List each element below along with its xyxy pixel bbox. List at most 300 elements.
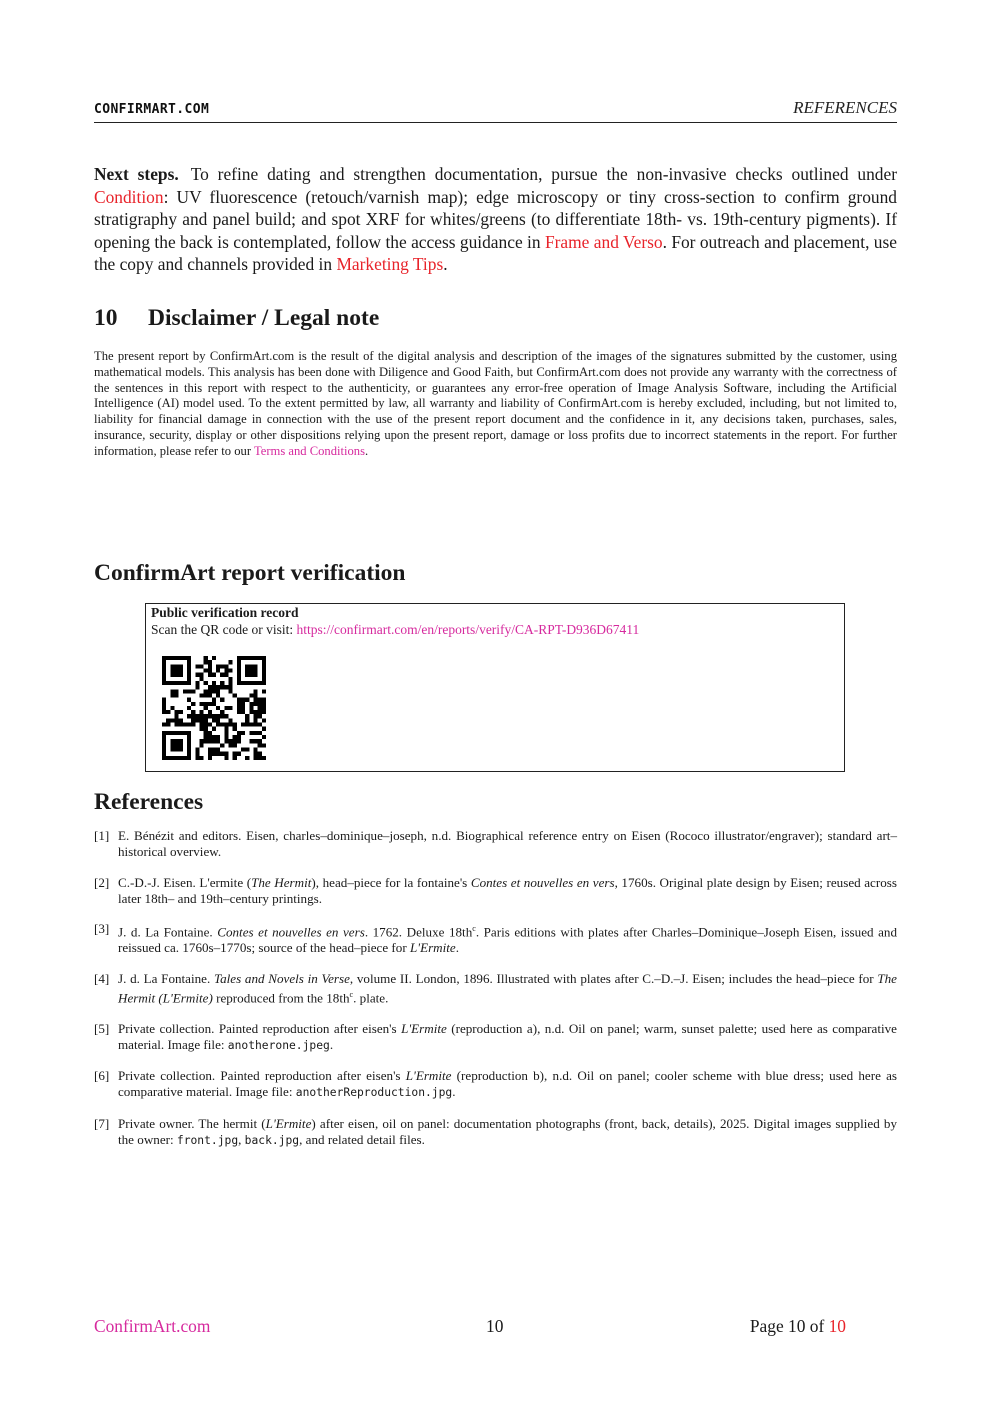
qr-module [212, 735, 216, 739]
qr-module [162, 735, 166, 739]
disclaimer-text [94, 349, 897, 460]
qr-module [191, 710, 195, 714]
reference-tag: [3] [94, 921, 110, 936]
qr-module [237, 739, 241, 743]
qr-module [162, 706, 166, 710]
qr-module [195, 714, 199, 718]
qr-module [204, 739, 208, 743]
qr-module [174, 681, 178, 685]
qr-module [245, 668, 249, 672]
qr-module [212, 689, 216, 693]
text: L'Ermite [265, 1115, 312, 1131]
qr-module [245, 656, 249, 660]
text: Private collection. Painted reproduction after eisen's [118, 1068, 406, 1084]
qr-module [249, 656, 253, 660]
qr-module [216, 739, 220, 743]
qr-module [237, 681, 241, 685]
text: J. d. La Fontaine. [118, 924, 218, 940]
qr-module [191, 718, 195, 722]
qr-module [224, 723, 228, 727]
qr-module [195, 673, 199, 677]
qr-module [224, 668, 228, 672]
qr-module [208, 723, 212, 727]
qr-module [187, 656, 191, 660]
qr-module [216, 685, 220, 689]
section-title: Disclaimer / Legal note [148, 305, 380, 331]
qr-module [241, 731, 245, 735]
qr-module [204, 718, 208, 722]
qr-module [229, 685, 233, 689]
qr-module [249, 693, 253, 697]
qr-module [241, 681, 245, 685]
qr-module [195, 748, 199, 752]
text: . Paris editions with plates after Charles–Dominique–Joseph Eisen, issued and reissued ca. 1760s–1770s; source of the head–piece for [118, 924, 897, 956]
qr-module [162, 677, 166, 681]
qr-module [179, 668, 183, 672]
qr-module [183, 723, 187, 727]
qr-module [204, 706, 208, 710]
disclaimer-heading [94, 305, 379, 332]
qr-module [199, 664, 203, 668]
qr-module [262, 677, 266, 681]
qr-module [166, 756, 170, 760]
qr-module [262, 681, 266, 685]
qr-module [245, 664, 249, 668]
qr-module [191, 702, 195, 706]
qr-module [170, 743, 174, 747]
qr-module [212, 714, 216, 718]
qr-module [229, 660, 233, 664]
qr-module [183, 656, 187, 660]
qr-module [162, 673, 166, 677]
qr-module [187, 739, 191, 743]
qr-module [254, 718, 258, 722]
qr-module [208, 710, 212, 714]
qr-module [262, 756, 266, 760]
qr-module [262, 668, 266, 672]
qr-module [233, 723, 237, 727]
qr-module [179, 710, 183, 714]
file-name: front.jpg [176, 1133, 239, 1147]
qr-module [170, 739, 174, 743]
qr-module [237, 752, 241, 756]
qr-module [187, 660, 191, 664]
qr-module [245, 681, 249, 685]
qr-module [174, 739, 178, 743]
reference-item [94, 828, 897, 860]
qr-module [170, 731, 174, 735]
next-steps-paragraph [94, 163, 897, 276]
qr-module [249, 668, 253, 672]
text: L'Ermite [409, 940, 456, 956]
qr-module [199, 756, 203, 760]
qr-module [258, 723, 262, 727]
qr-module [208, 660, 212, 664]
qr-module [229, 689, 233, 693]
qr-module [216, 714, 220, 718]
footer-page-count [750, 1316, 846, 1337]
reference-tag: [2] [94, 874, 110, 890]
qr-module [174, 710, 178, 714]
text: E. Bénézit and editors. Eisen, charles–dominique–joseph, n.d. Biographical reference entry on Eisen (Rococo illustrator/engraver); standard art–historical overview. [118, 828, 897, 859]
qr-module [170, 664, 174, 668]
qr-module [262, 656, 266, 660]
qr-module [224, 673, 228, 677]
qr-module [179, 656, 183, 660]
qr-module [174, 748, 178, 752]
qr-module [208, 735, 212, 739]
qr-module [208, 693, 212, 697]
qr-module [254, 739, 258, 743]
reference-tag: [7] [94, 1115, 110, 1131]
qr-module [179, 739, 183, 743]
qr-module [220, 743, 224, 747]
qr-module [204, 689, 208, 693]
qr-module [208, 685, 212, 689]
qr-module [187, 664, 191, 668]
qr-module [174, 673, 178, 677]
file-name: anotherReproduction.jpg [295, 1086, 453, 1100]
text: J. d. La Fontaine. [118, 970, 214, 986]
qr-module [162, 710, 166, 714]
qr-module [216, 693, 220, 697]
qr-module [224, 664, 228, 668]
qr-module [216, 689, 220, 693]
qr-module [212, 702, 216, 706]
qr-module [162, 739, 166, 743]
qr-module [179, 673, 183, 677]
qr-module [224, 756, 228, 760]
qr-module [199, 739, 203, 743]
qr-module [241, 698, 245, 702]
qr-module [258, 739, 262, 743]
qr-module [187, 714, 191, 718]
qr-module [212, 718, 216, 722]
qr-module [204, 681, 208, 685]
qr-module [258, 714, 262, 718]
confirmart-logo: CONFIRMART.COM [94, 102, 210, 117]
qr-module [187, 748, 191, 752]
section-number: 10 [94, 305, 118, 331]
text: L'Ermite [405, 1068, 452, 1084]
qr-module [199, 723, 203, 727]
qr-module [195, 664, 199, 668]
qr-module [229, 723, 233, 727]
qr-module [254, 656, 258, 660]
text: Private owner. The hermit ( [118, 1115, 266, 1131]
qr-module [262, 673, 266, 677]
text: . [443, 254, 448, 275]
qr-module [233, 739, 237, 743]
qr-module [233, 693, 237, 697]
text: Contes et nouvelles en vers [470, 874, 615, 890]
qr-module [187, 677, 191, 681]
text: The present report by ConfirmArt.com is the result of the digital analysis and description of the images of the signatures submitted by the customer, using mathematical models. This analysis has been done with Diligence and Good Faith, but ConfirmArt.com does not provide any warranty with the correctness of the sentences in this report with respect to the authenticity, or guarantees any error-free operation of Image Analysis Software, including the Artificial Intelligence (AI) model used. To the extent permitted by law, all warranty and liability of ConfirmArt.com is hereby excluded, including, but not limited to, liability for financial damage in connection with the use of the present report document and the confidence in it, any decisions taken, purchases, sales, insurance, security, display or other dispositions relying upon the present report, damage or loss profits due to incorrect statements in the report. For further information, please refer to our [94, 349, 897, 458]
frame-and-verso-link[interactable]: Frame and Verso [544, 231, 663, 252]
qr-module [249, 710, 253, 714]
qr-module [262, 706, 266, 710]
qr-module [162, 698, 166, 702]
qr-module [208, 756, 212, 760]
qr-module [245, 698, 249, 702]
qr-module [237, 702, 241, 706]
verification-url-link[interactable]: https://confirmart.com/en/reports/verify/CA-RPT-D936D67411 [296, 622, 640, 637]
reference-item [94, 1116, 897, 1149]
reference-item [94, 1068, 897, 1101]
qr-module [241, 723, 245, 727]
qr-module [233, 735, 237, 739]
text: reproduced from the 18th [212, 990, 350, 1006]
qr-module [199, 702, 203, 706]
qr-module [224, 727, 228, 731]
qr-module [224, 706, 228, 710]
qr-module [204, 723, 208, 727]
qr-module [187, 668, 191, 672]
qr-module [174, 718, 178, 722]
qr-module [174, 756, 178, 760]
qr-module [254, 668, 258, 672]
qr-module [162, 743, 166, 747]
qr-module [258, 752, 262, 756]
qr-module [212, 748, 216, 752]
text: (reproduction a), n.d. Oil on panel; warm, sunset palette; used here as comparative material. Image file: [118, 1020, 897, 1052]
qr-module [199, 673, 203, 677]
qr-module [216, 748, 220, 752]
qr-module [179, 743, 183, 747]
qr-module [254, 702, 258, 706]
qr-module [174, 743, 178, 747]
qr-module [229, 681, 233, 685]
qr-module [187, 698, 191, 702]
text: , and related detail files. [299, 1131, 425, 1147]
text: c [349, 989, 354, 999]
qr-module [174, 689, 178, 693]
qr-module [199, 677, 203, 681]
qr-module [245, 748, 249, 752]
qr-module [241, 748, 245, 752]
qr-module [179, 681, 183, 685]
qr-module [195, 718, 199, 722]
qr-module [249, 739, 253, 743]
qr-module [170, 748, 174, 752]
text: . plate. [353, 990, 389, 1006]
text: . For outreach and placement, use the copy and channels provided in [94, 231, 897, 275]
verification-box-title: Public verification record [151, 605, 299, 620]
total-pages-link[interactable]: 10 [828, 1316, 846, 1336]
qr-module [216, 668, 220, 672]
qr-code-icon[interactable] [162, 656, 266, 760]
qr-module [170, 718, 174, 722]
qr-module [254, 748, 258, 752]
qr-module [183, 731, 187, 735]
qr-module [212, 685, 216, 689]
qr-module [162, 756, 166, 760]
text: : UV fluorescence (retouch/varnish map); edge microscopy or tiny cross-section to confirm ground stratigraphy and panel build; and spot XRF for whites/greens (to differentiate 18th- vs. 19th-century pigments). If opening the back is contemplated, follow the access guidance in [94, 186, 897, 252]
qr-module [183, 756, 187, 760]
qr-module [233, 727, 237, 731]
text: Page 10 of [749, 1316, 829, 1336]
qr-module [187, 752, 191, 756]
reference-item [94, 1021, 897, 1054]
qr-module [249, 664, 253, 668]
text: . [452, 1084, 456, 1100]
file-name: back.jpg [244, 1133, 300, 1147]
qr-module [220, 681, 224, 685]
qr-module [216, 735, 220, 739]
text: Scan the QR code or visit: [151, 622, 297, 637]
qr-module [216, 718, 220, 722]
qr-module [212, 656, 216, 660]
qr-module [174, 656, 178, 660]
qr-module [162, 723, 166, 727]
qr-module [237, 677, 241, 681]
qr-module [187, 756, 191, 760]
text: (reproduction b), n.d. Oil on panel; cooler scheme with blue dress; used here as comparative material. Image file: [118, 1068, 897, 1100]
qr-module [204, 727, 208, 731]
qr-module [249, 702, 253, 706]
qr-module [179, 718, 183, 722]
qr-module [220, 723, 224, 727]
qr-module [170, 756, 174, 760]
qr-module [162, 656, 166, 660]
qr-module [224, 731, 228, 735]
qr-module [208, 748, 212, 752]
qr-module [208, 714, 212, 718]
qr-module [216, 723, 220, 727]
qr-module [258, 698, 262, 702]
qr-module [187, 706, 191, 710]
qr-module [174, 693, 178, 697]
qr-module [262, 710, 266, 714]
references-heading: References [94, 789, 204, 815]
qr-module [187, 735, 191, 739]
qr-module [170, 673, 174, 677]
qr-module [254, 756, 258, 760]
qr-module [258, 756, 262, 760]
qr-module [208, 731, 212, 735]
qr-module [183, 681, 187, 685]
qr-module [220, 685, 224, 689]
qr-module [254, 714, 258, 718]
qr-module [212, 681, 216, 685]
qr-module [208, 752, 212, 756]
text: ) after eisen, oil on panel: documentation photographs (front, back, details), 2025. Digital images supplied by the owner: [118, 1115, 897, 1147]
text: The Hermit (L'Ermite) [118, 970, 897, 1006]
qr-module [162, 731, 166, 735]
qr-module [179, 731, 183, 735]
qr-module [199, 743, 203, 747]
qr-module [262, 702, 266, 706]
qr-module [254, 710, 258, 714]
qr-module [174, 731, 178, 735]
text: Tales and Novels in Verse [214, 970, 350, 986]
qr-module [262, 735, 266, 739]
qr-module [208, 668, 212, 672]
qr-module [237, 673, 241, 677]
qr-module [229, 677, 233, 681]
page-header [94, 98, 897, 123]
qr-module [199, 718, 203, 722]
qr-module [179, 723, 183, 727]
text: . [365, 443, 369, 458]
qr-module [245, 673, 249, 677]
marketing-tips-link[interactable]: Marketing Tips [336, 254, 444, 275]
qr-module [166, 710, 170, 714]
qr-module [174, 668, 178, 672]
qr-module [237, 656, 241, 660]
qr-module [212, 739, 216, 743]
terms-and-conditions-link[interactable]: Terms and Conditions [253, 443, 365, 458]
qr-module [249, 706, 253, 710]
qr-module [187, 723, 191, 727]
text: . [329, 1036, 334, 1052]
qr-module [191, 689, 195, 693]
qr-module [237, 660, 241, 664]
reference-tag: [1] [94, 828, 110, 843]
qr-module [187, 731, 191, 735]
qr-module [224, 714, 228, 718]
qr-module [162, 748, 166, 752]
qr-module [208, 664, 212, 668]
qr-module [254, 752, 258, 756]
qr-module [254, 689, 258, 693]
qr-module [199, 693, 203, 697]
qr-module [162, 668, 166, 672]
qr-module [258, 706, 262, 710]
qr-module [199, 714, 203, 718]
qr-module [245, 723, 249, 727]
qr-module [199, 727, 203, 731]
qr-module [262, 660, 266, 664]
qr-module [216, 664, 220, 668]
qr-module [220, 710, 224, 714]
reference-tag: [5] [94, 1020, 110, 1036]
qr-module [204, 702, 208, 706]
text: , 1760s. Original plate design by Eisen; reused across later 18th– and 19th–century printings. [118, 874, 897, 906]
qr-module [241, 710, 245, 714]
verification-box [145, 603, 845, 772]
qr-module [249, 681, 253, 685]
qr-module [162, 702, 166, 706]
qr-module [233, 756, 237, 760]
qr-module [258, 681, 262, 685]
qr-module [262, 727, 266, 731]
qr-module [262, 689, 266, 693]
footer-page-number: 10 [486, 1316, 504, 1336]
qr-module [254, 673, 258, 677]
qr-module [208, 689, 212, 693]
qr-module [258, 710, 262, 714]
qr-module [254, 698, 258, 702]
condition-link[interactable]: Condition [94, 186, 164, 207]
qr-module [208, 739, 212, 743]
qr-module [204, 714, 208, 718]
text: The Hermit [251, 874, 312, 890]
qr-module [179, 748, 183, 752]
qr-module [229, 706, 233, 710]
text: L'Ermite [401, 1020, 447, 1036]
qr-module [195, 752, 199, 756]
qr-module [170, 689, 174, 693]
qr-module [195, 681, 199, 685]
reference-item [94, 921, 897, 956]
reference-item [94, 875, 897, 907]
qr-module [254, 681, 258, 685]
verification-line [151, 622, 639, 638]
qr-module [174, 723, 178, 727]
footer-site-link[interactable]: ConfirmArt.com [94, 1316, 211, 1336]
qr-module [212, 698, 216, 702]
